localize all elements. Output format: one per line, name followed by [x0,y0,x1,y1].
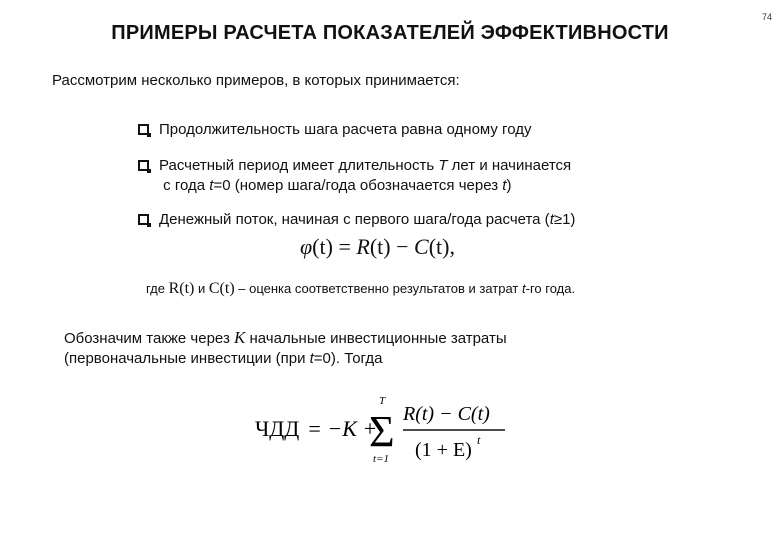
investment-paragraph: Обозначим также через K начальные инвестиционные затраты (первоначальные инвестиции (при t=0). Тогда [64,328,507,367]
bullet-text: Продолжительность шага расчета равна одному году [159,121,532,138]
formula-explanation: где R(t) и C(t) – оценка соответственно результатов и затрат t-го года. [146,280,576,297]
intro-text: Рассмотрим несколько примеров, в которых принимается: [52,72,460,89]
square-bullet-icon [138,160,149,171]
npv-label: ЧДД [255,416,300,441]
page-title: ПРИМЕРЫ РАСЧЕТА ПОКАЗАТЕЛЕЙ ЭФФЕКТИВНОСТИ [111,22,669,44]
bullet-item-cashflow [138,210,575,230]
fraction-denominator: (1 + E) [415,439,472,461]
cashflow-formula: φ(t) = R(t) − C(t), [300,234,455,259]
square-bullet-icon [138,124,149,135]
denominator-exponent: t [477,433,481,447]
bullet-text: Расчетный период имеет длительность T лет и начинается с года t=0 (номер шага/года обозначается через t) [159,157,572,194]
npv-equals-minus-k: = −K + [307,416,378,441]
sum-lower-limit: t=1 [373,453,389,465]
sum-sign: Σ [369,407,395,456]
bullet-item-period [138,156,571,196]
sum-upper-limit: T [379,395,386,407]
square-bullet-icon [138,214,149,225]
bullet-item-step [138,120,531,140]
fraction-numerator: R(t) − C(t) [403,403,490,425]
bullet-text: Денежный поток, начиная с первого шага/года расчета (t≥1) [159,211,576,228]
page-number: 74 [761,12,772,22]
npv-formula [255,392,515,472]
